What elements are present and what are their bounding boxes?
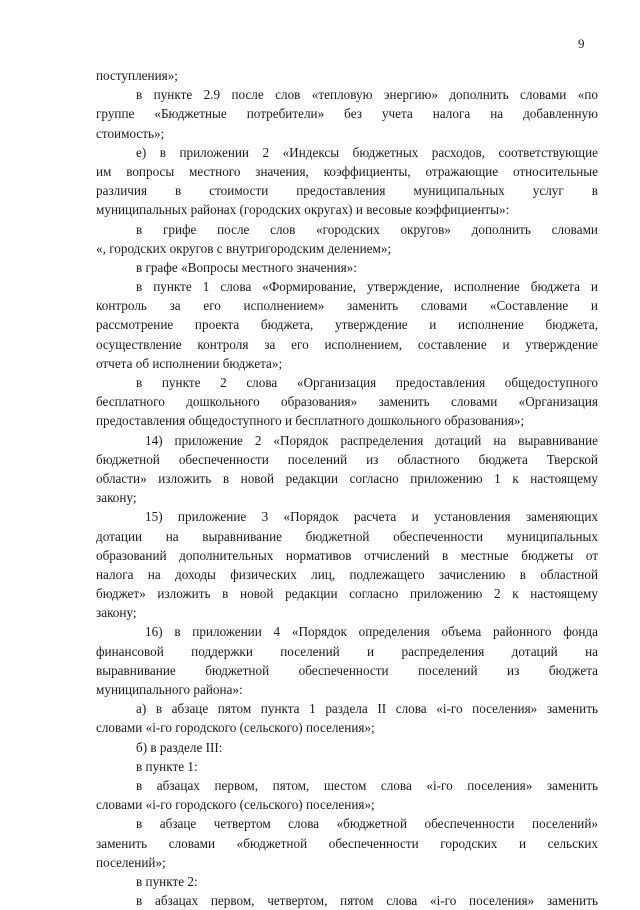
text-line: а) в абзаце пятом пункта 1 раздела II слова «i-го поселения» заменить xyxy=(136,701,598,717)
text-line: группе «Бюджетные потребители» без учета налога на добавленную xyxy=(96,106,598,122)
text-line: бесплатного дошкольного образования» заменить словами «Организация xyxy=(96,394,598,410)
text-line: стоимость»; xyxy=(96,125,165,141)
text-line: в пункте 2 слова «Организация предоставления общедоступного xyxy=(136,375,598,390)
text-line: отчета об исполнении бюджета»; xyxy=(96,355,283,371)
text-line: в абзаце четвертом слова «бюджетной обеспеченности поселений» xyxy=(136,816,598,832)
text-line: выравнивание бюджетной обеспеченности поселений из бюджета xyxy=(96,662,598,678)
text-line: предоставления общедоступного и бесплатного дошкольного образования»; xyxy=(96,413,525,429)
text-line: в графе «Вопросы местного значения»: xyxy=(136,259,357,275)
text-line: различия в стоимости предоставления муниципальных услуг в xyxy=(96,183,598,199)
text-line: закону; xyxy=(96,490,137,506)
text-line: «, городских округов с внутригородским делением»; xyxy=(96,240,392,256)
text-line: дотации на выравнивание бюджетной обеспеченности муниципальных xyxy=(96,528,598,544)
text-line: контроль за его исполнением» заменить словами «Составление и xyxy=(96,298,598,314)
text-line: в пункте 1 слова «Формирование, утверждение, исполнение бюджета и xyxy=(136,279,598,295)
text-line: области» изложить в новой редакции согласно приложению 1 к настоящему xyxy=(96,470,598,486)
text-line: заменить словами «бюджетной обеспеченности городских и сельских xyxy=(96,835,598,851)
text-line: поступления»; xyxy=(96,68,178,83)
text-line: в пункте 1: xyxy=(136,758,198,774)
text-line: 14) приложение 2 «Порядок распределения дотаций на выравнивание xyxy=(145,432,598,448)
text-line: в грифе после слов «городских округов» дополнить словами xyxy=(136,221,598,237)
text-line: словами «i-го городского (сельского) поселения»; xyxy=(96,720,375,736)
text-line: е) в приложении 2 «Индексы бюджетных расходов, соответствующие xyxy=(136,144,598,160)
text-line: осуществление контроля за его исполнением, составление и утверждение xyxy=(96,336,598,352)
text-line: в абзацах первом, пятом, шестом слова «i-го поселения» заменить xyxy=(136,777,598,793)
text-line: 15) приложение 3 «Порядок расчета и установления заменяющих xyxy=(145,509,598,525)
text-line: поселений»; xyxy=(96,854,166,870)
text-line: образований дополнительных нормативов отчислений в местные бюджеты от xyxy=(96,547,598,563)
text-line: в пункте 2: xyxy=(136,873,198,889)
text-line: бюджетной обеспеченности поселений из областного бюджета Тверской xyxy=(96,451,598,467)
text-line: в пункте 2.9 после слов «тепловую энергию» дополнить словами «по xyxy=(136,87,598,103)
text-line: в абзацах первом, четвертом, пятом слова «i-го поселения» заменить xyxy=(136,893,598,909)
text-line: закону; xyxy=(96,605,137,621)
document-body xyxy=(96,66,598,910)
text-line: налога на доходы физических лиц, подлежащего зачислению в областной xyxy=(96,566,598,582)
text-line: муниципальных районах (городских округах) и весовые коэффициенты»: xyxy=(96,202,510,218)
text-line: бюджет» изложить в новой редакции согласно приложению 2 к настоящему xyxy=(96,586,598,602)
text-line: рассмотрение проекта бюджета, утверждение и исполнение бюджета, xyxy=(96,317,598,333)
text-line: словами «i-го городского (сельского) поселения»; xyxy=(96,797,375,813)
page-number: 9 xyxy=(578,36,585,51)
text-line: финансовой поддержки поселений и распределения дотаций на xyxy=(96,643,598,659)
text-line: муниципального района»: xyxy=(96,682,243,697)
text-line: б) в разделе III: xyxy=(136,739,223,755)
text-line: 16) в приложении 4 «Порядок определения объема районного фонда xyxy=(145,624,598,640)
text-line: им вопросы местного значения, коэффициенты, отражающие относительные xyxy=(96,163,598,179)
